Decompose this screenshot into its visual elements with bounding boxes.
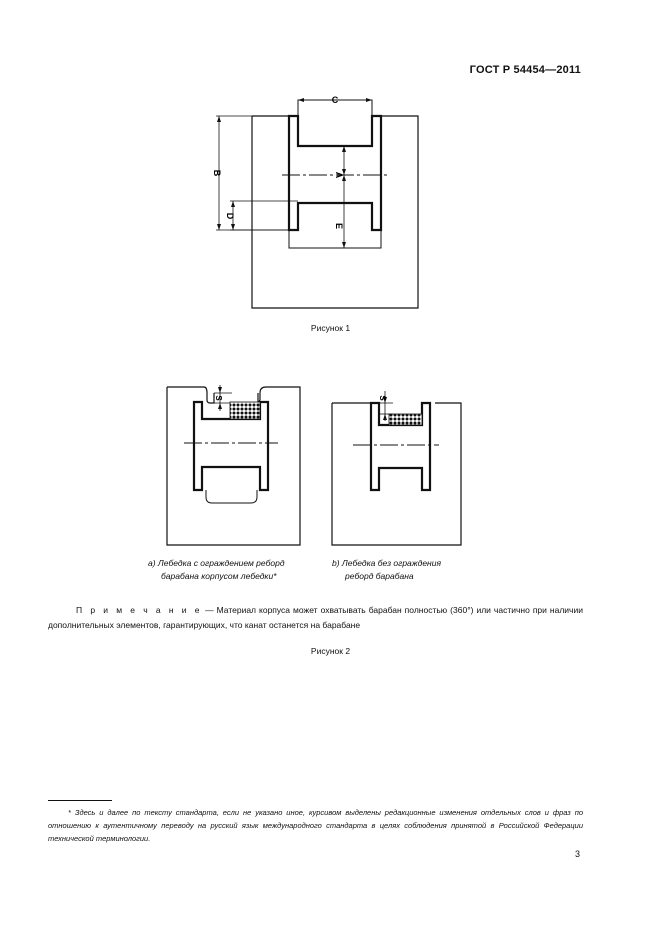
page-number: 3 (574, 849, 580, 859)
drum-lower-box (289, 230, 381, 248)
figure-1-caption: Рисунок 1 (310, 323, 351, 333)
dim-label-s-a: S (214, 395, 223, 401)
figure-2b-caption (332, 557, 441, 583)
figure-2a-drawing (160, 375, 310, 550)
dim-label-s-b: S (378, 395, 387, 401)
figure-2b-drawing (325, 385, 470, 550)
housing-outline (252, 116, 418, 308)
rope-layers-b (389, 414, 422, 425)
footnote-rule (48, 800, 112, 801)
figure-1-drawing (200, 90, 440, 315)
dim-label-e: E (334, 222, 344, 230)
figure-2b-caption-line1: b) Лебедка без ограждения (332, 558, 442, 568)
figure-2-caption: Рисунок 2 (310, 646, 351, 656)
dim-label-b: B (212, 169, 222, 177)
figure-2a-caption-line2: барабана корпусом лебедки* (161, 571, 277, 581)
drum-a-bottom (206, 490, 257, 503)
dim-label-c: C (331, 95, 339, 105)
rope-layers-a (230, 402, 260, 419)
figure-2a-caption-line1: а) Лебедка с ограждением реборд (148, 558, 285, 568)
figure-2a-caption (148, 557, 285, 583)
dim-label-d: D (225, 212, 235, 220)
document-header: ГОСТ Р 54454—2011 (469, 64, 581, 76)
figure-note (48, 603, 583, 633)
footnote-marker: * (68, 808, 71, 817)
dim-label-a: A (334, 171, 344, 179)
footnote (48, 806, 583, 845)
note-text: — Материал корпуса может охватывать барабан полностью (360°) или частично при наличии дополнительных элементов, гарантирующих, что канат останется на барабане (48, 605, 583, 630)
footnote-text: Здесь и далее по тексту стандарта, если не указано иное, курсивом выделены редакционные изменения отдельных слов и фраз по отношению к аутентичному переводу на русский язык международного стандарта в целях соблюдения принятой в Российской Федерации технической терминологии. (48, 808, 583, 843)
figure-2b-caption-line2: реборд барабана (345, 571, 414, 581)
note-title: П р и м е ч а н и е (76, 605, 203, 615)
